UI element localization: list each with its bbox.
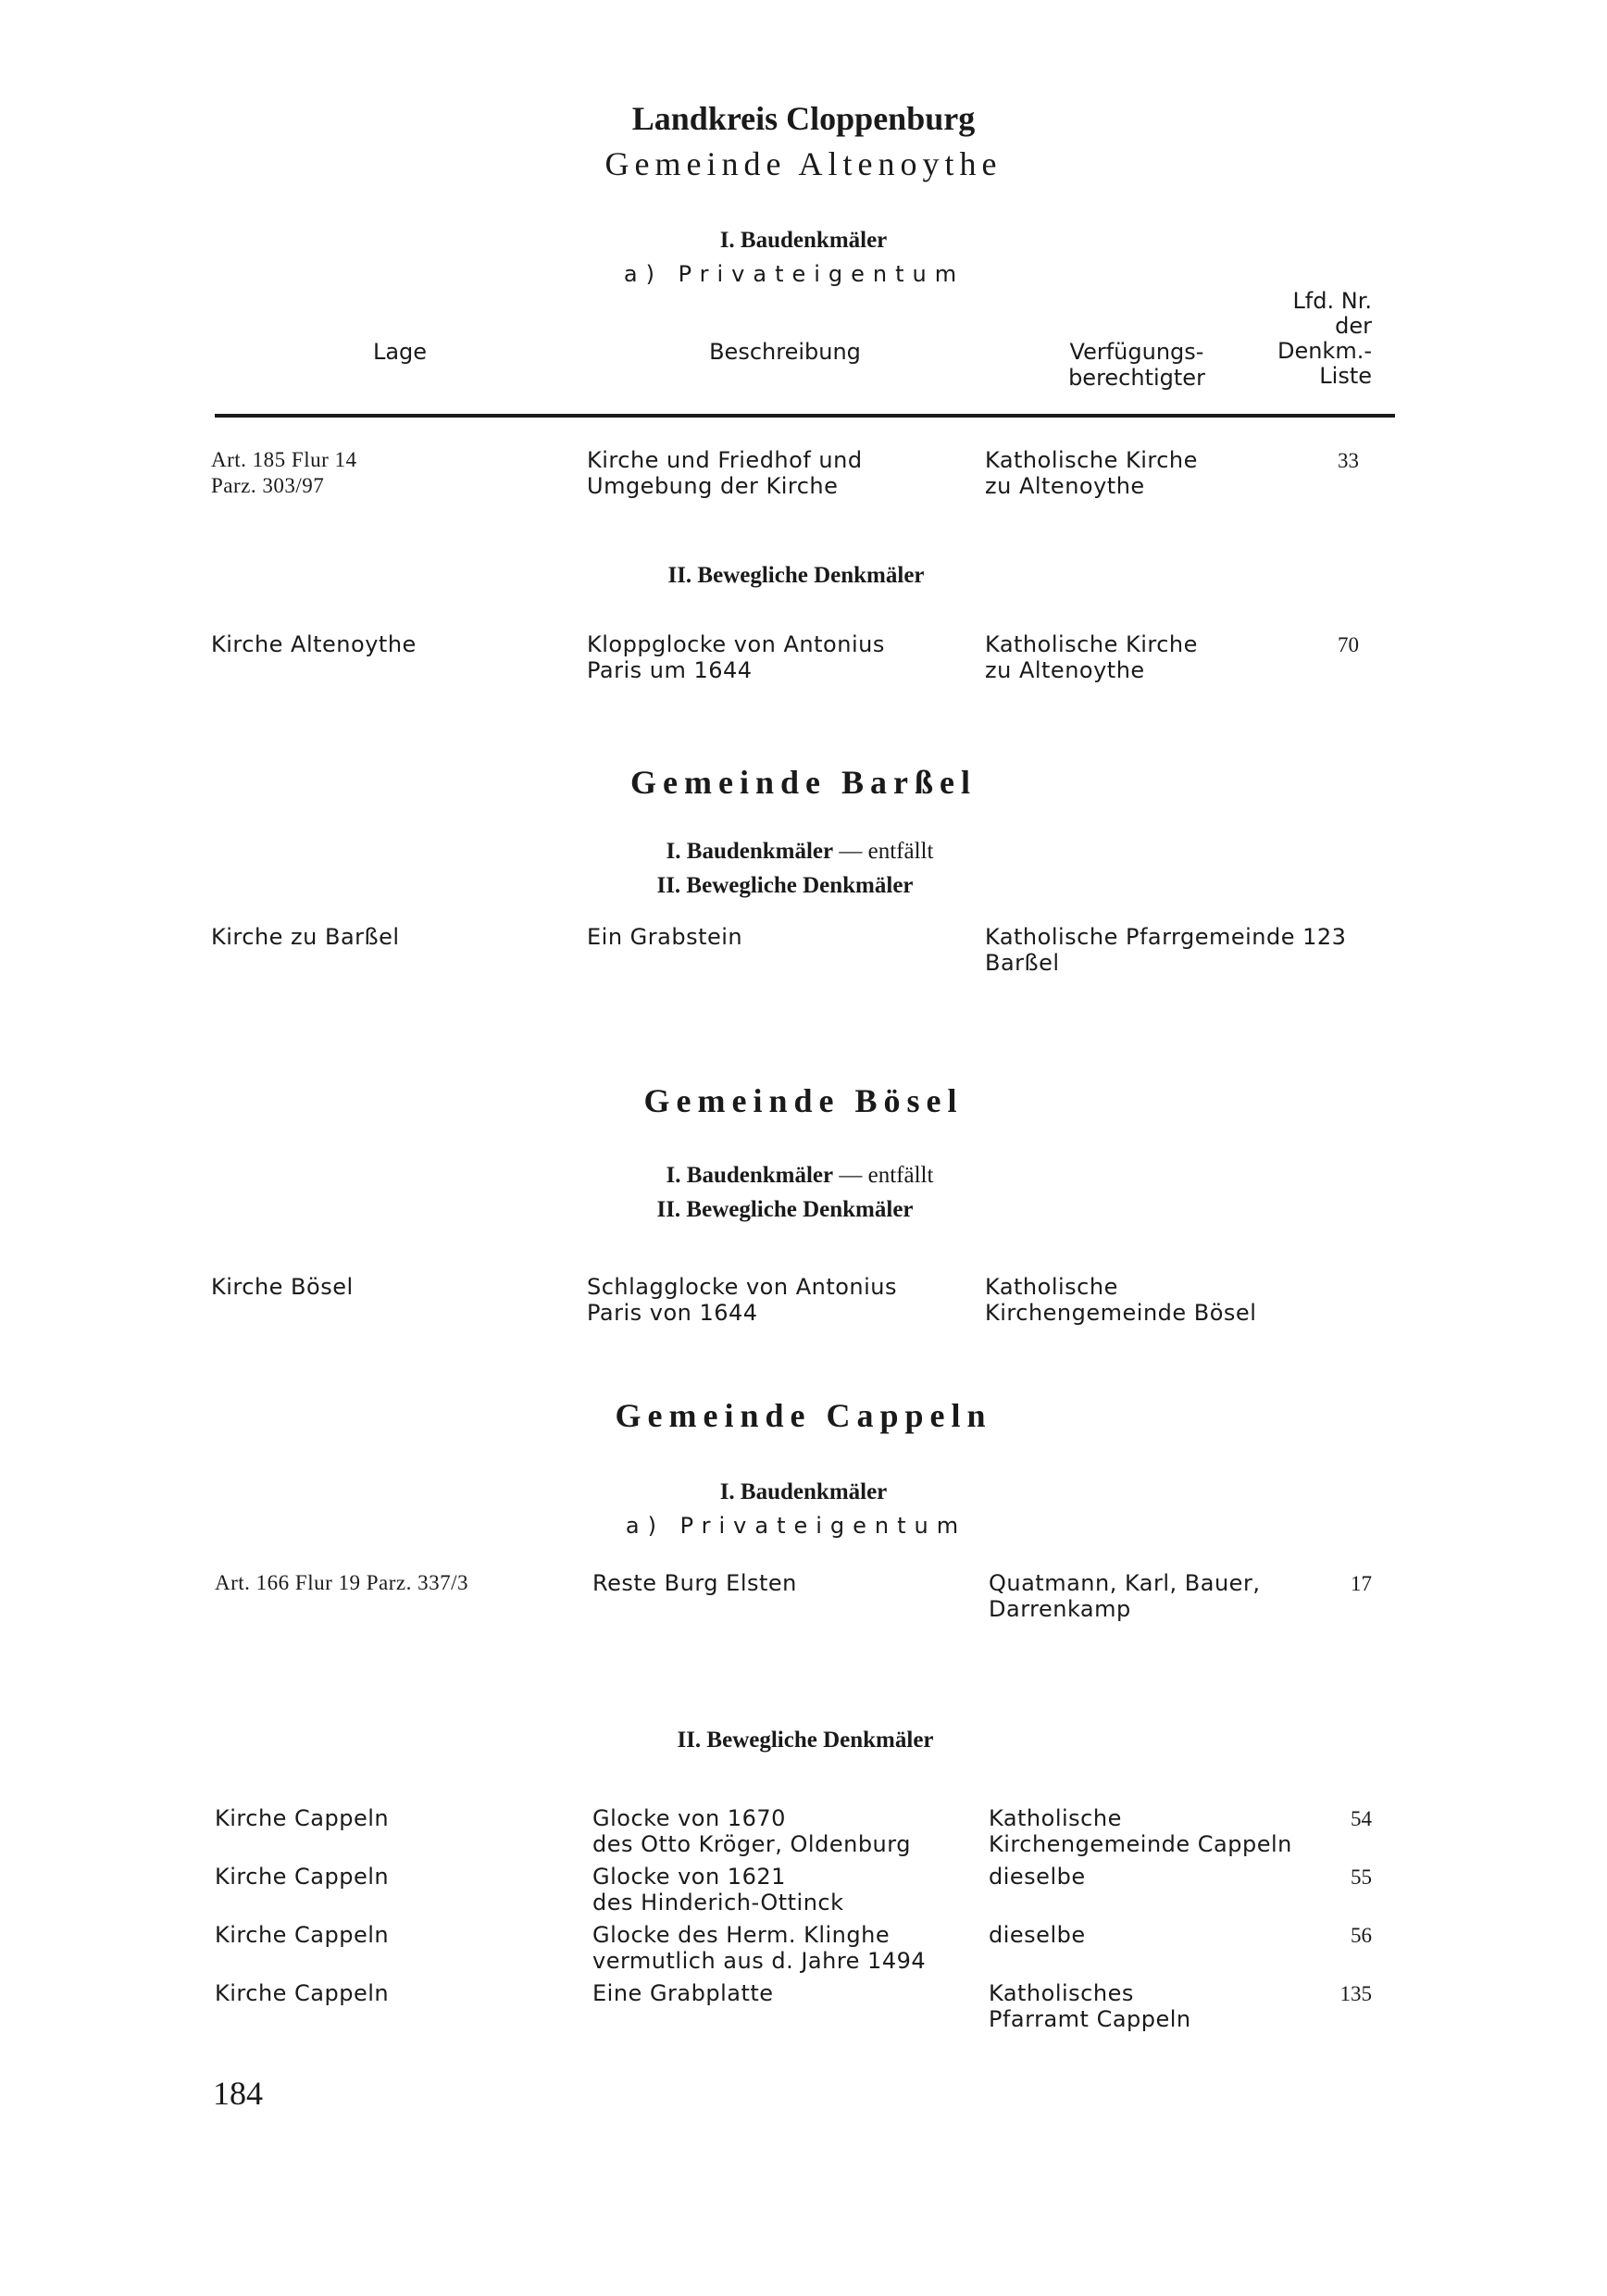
municipality-boesel-title: Gemeinde Bösel xyxy=(643,1082,964,1119)
section-note: — entfällt xyxy=(839,1163,934,1188)
row-verfuegung-line2: Pfarramt Cappeln xyxy=(989,2006,1191,2032)
municipality-cappeln-title: Gemeinde Cappeln xyxy=(615,1397,992,1434)
section-label: I. Baudenkmäler xyxy=(666,1163,834,1188)
row-beschreibung xyxy=(592,1980,774,2006)
row-nr: 56 xyxy=(1351,1924,1372,1947)
row-beschreibung xyxy=(587,631,885,683)
row-beschreibung-line2: Umgebung der Kirche xyxy=(587,473,839,499)
row-beschreibung-line1: Schlagglocke von Antonius xyxy=(587,1274,898,1300)
row-verfuegung-line1: Katholische Kirche xyxy=(985,631,1198,657)
row-lage: Kirche Cappeln xyxy=(215,1922,390,1948)
table-row xyxy=(215,1980,389,2006)
district-title: Landkreis Cloppenburg xyxy=(631,100,976,137)
row-verfuegung-line1: Katholische Kirche xyxy=(985,447,1198,473)
row-lage-line2: Parz. 303/97 xyxy=(211,474,325,497)
section-bewegliche-altenoythe: II. Bewegliche Denkmäler xyxy=(667,563,925,588)
subsection-privateigentum-altenoythe: a) Privateigentum xyxy=(623,261,965,287)
row-nr: 135 xyxy=(1339,1982,1372,2005)
column-header-verfuegung-line1: Verfügungs- xyxy=(1069,339,1204,365)
row-verfuegung xyxy=(989,1805,1292,1857)
row-verfuegung xyxy=(985,631,1198,683)
column-header-verfuegungsberechtigter xyxy=(1068,339,1205,391)
row-nr: 55 xyxy=(1351,1866,1372,1889)
row-verfuegung xyxy=(989,1980,1191,2032)
row-verfuegung-line1: Katholische xyxy=(985,1274,1118,1300)
column-header-lfd-line1: Lfd. Nr. xyxy=(1292,288,1372,314)
page-number: 184 xyxy=(213,2075,263,2112)
row-beschreibung-line1: Glocke von 1621 xyxy=(592,1864,786,1890)
row-verfuegung xyxy=(989,1922,1086,1948)
row-beschreibung-line1: Glocke des Herm. Klinghe xyxy=(592,1922,891,1948)
column-header-beschreibung: Beschreibung xyxy=(709,339,861,365)
row-nr: 54 xyxy=(1351,1807,1372,1830)
row-nr: 17 xyxy=(1351,1572,1372,1595)
row-lage-line1: Art. 185 Flur 14 xyxy=(211,448,357,471)
row-beschreibung xyxy=(592,1864,844,1915)
row-verfuegung-line1: Quatmann, Karl, Bauer, xyxy=(989,1570,1261,1596)
column-header-lfd-line3: Denkm.- xyxy=(1277,338,1372,364)
row-verfuegung-line1: Katholisches xyxy=(989,1980,1134,2006)
row-verfuegung xyxy=(989,1864,1086,1890)
row-verfuegung-line2: Kirchengemeinde Bösel xyxy=(985,1300,1257,1326)
column-header-lfd-nr xyxy=(1277,289,1372,389)
row-beschreibung xyxy=(592,1922,926,1974)
row-beschreibung xyxy=(587,1274,897,1326)
table-row xyxy=(211,447,357,499)
section-baudenkmaeler-barssel xyxy=(666,839,934,865)
row-lage: Kirche Cappeln xyxy=(215,1805,390,1831)
table-row xyxy=(215,1805,389,1831)
row-lage: Art. 166 Flur 19 Parz. 337/3 xyxy=(215,1571,469,1594)
row-beschreibung: Ein Grabstein xyxy=(587,924,743,950)
row-beschreibung-line2: vermutlich aus d. Jahre 1494 xyxy=(592,1948,927,1974)
row-verfuegung-line1: dieselbe xyxy=(989,1864,1086,1890)
row-verfuegung-line2: Kirchengemeinde Cappeln xyxy=(989,1831,1292,1857)
row-verfuegung-line1: dieselbe xyxy=(989,1922,1086,1948)
table-row xyxy=(215,1922,389,1948)
row-beschreibung-line2: Paris um 1644 xyxy=(587,657,753,683)
row-verfuegung-line2: Barßel xyxy=(985,950,1060,976)
row-beschreibung-line1: Glocke von 1670 xyxy=(592,1805,786,1831)
header-rule xyxy=(215,414,1395,418)
subsection-privateigentum-cappeln: a) Privateigentum xyxy=(625,1513,967,1539)
column-header-lage: Lage xyxy=(372,339,428,365)
section-baudenkmaeler-boesel xyxy=(666,1163,934,1189)
row-verfuegung-line2: zu Altenoythe xyxy=(985,657,1145,683)
row-nr: 33 xyxy=(1338,449,1359,472)
row-beschreibung-line2: des Hinderich-Ottinck xyxy=(592,1890,844,1915)
row-beschreibung-line1: Kirche und Friedhof und xyxy=(587,447,863,473)
row-verfuegung-line1: Katholische xyxy=(989,1805,1122,1831)
row-beschreibung-line1: Eine Grabplatte xyxy=(592,1980,774,2006)
section-baudenkmaeler-cappeln: I. Baudenkmäler xyxy=(719,1479,888,1504)
row-lage: Kirche Cappeln xyxy=(215,1864,390,1890)
row-verfuegung xyxy=(989,1570,1260,1622)
row-beschreibung-line2: des Otto Kröger, Oldenburg xyxy=(592,1831,911,1857)
table-row xyxy=(215,1864,389,1890)
section-note: — entfällt xyxy=(839,839,934,864)
municipality-barssel-title: Gemeinde Barßel xyxy=(630,764,977,801)
row-nr: 70 xyxy=(1338,633,1359,656)
section-bewegliche-barssel: II. Bewegliche Denkmäler xyxy=(656,873,914,898)
section-label: I. Baudenkmäler xyxy=(666,839,834,864)
row-verfuegung-line2: Darrenkamp xyxy=(989,1596,1131,1622)
section-baudenkmaeler-altenoythe: I. Baudenkmäler xyxy=(719,228,888,253)
row-verfuegung xyxy=(985,924,1346,976)
row-beschreibung-line2: Paris von 1644 xyxy=(587,1300,758,1326)
row-lage: Kirche zu Barßel xyxy=(211,924,400,950)
municipality-altenoythe-title: Gemeinde Altenoythe xyxy=(604,145,1003,182)
row-verfuegung-line1: Katholische Pfarrgemeinde 123 xyxy=(985,924,1347,950)
row-beschreibung xyxy=(587,447,863,499)
row-lage: Kirche Altenoythe xyxy=(211,631,417,657)
row-beschreibung xyxy=(592,1805,911,1857)
column-header-verfuegung-line2: berechtigter xyxy=(1068,365,1205,391)
row-verfuegung-line2: zu Altenoythe xyxy=(985,473,1145,499)
section-bewegliche-boesel: II. Bewegliche Denkmäler xyxy=(656,1197,914,1222)
column-header-lfd-line4: Liste xyxy=(1319,363,1372,389)
row-verfuegung xyxy=(985,447,1198,499)
row-lage: Kirche Bösel xyxy=(211,1274,354,1300)
row-verfuegung xyxy=(985,1274,1256,1326)
section-bewegliche-cappeln: II. Bewegliche Denkmäler xyxy=(677,1728,934,1753)
row-lage: Kirche Cappeln xyxy=(215,1980,390,2006)
row-beschreibung-line1: Kloppglocke von Antonius xyxy=(587,631,885,657)
row-beschreibung: Reste Burg Elsten xyxy=(592,1570,797,1596)
column-header-lfd-line2: der xyxy=(1335,313,1372,339)
